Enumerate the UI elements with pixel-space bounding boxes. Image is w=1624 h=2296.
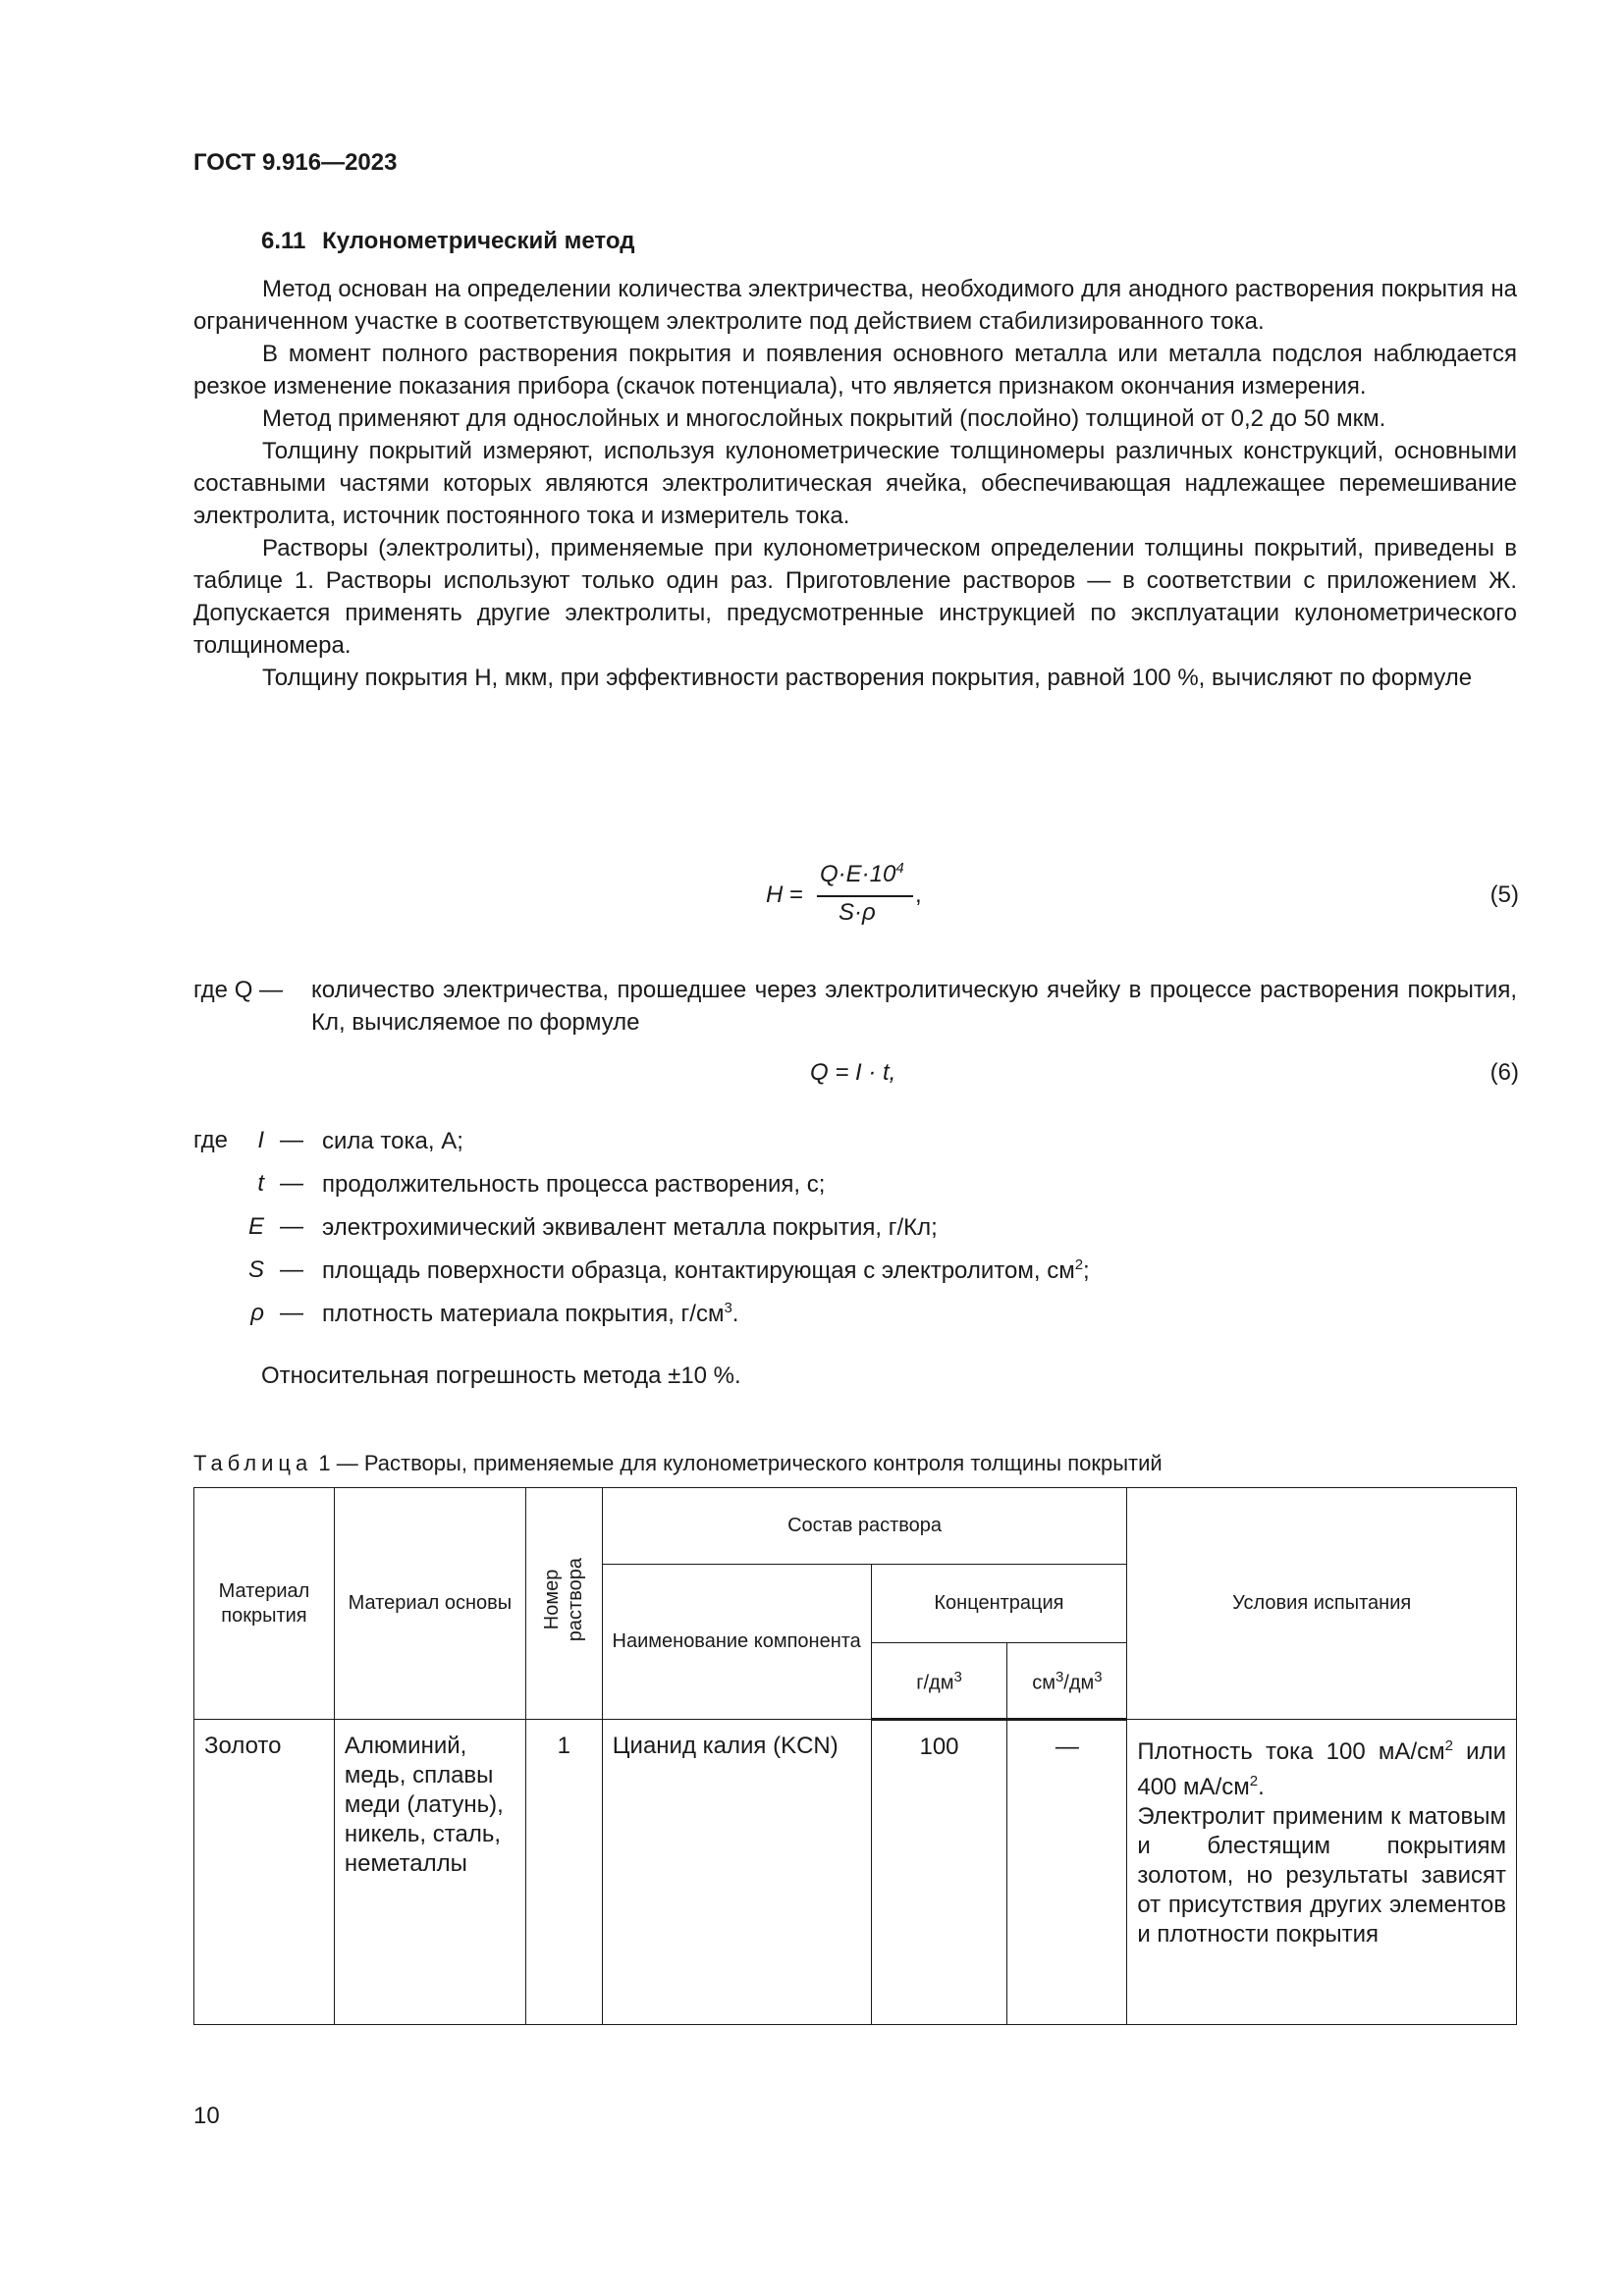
accuracy-statement: Относительная погрешность метода ±10 %. [261,1362,741,1389]
header-coating-material: Материал покрытия [194,1488,335,1720]
cell-base: Алюминий, медь, сплавы меди (латунь), никель, сталь, неметаллы [334,1720,525,2025]
cell-concentration-g: 100 [871,1720,1007,2025]
fraction-bar [817,895,913,897]
cell-coating: Золото [194,1720,335,2025]
equation-number-6: (6) [1489,1059,1519,1086]
paragraph: Толщину покрытия Н, мкм, при эффективности растворения покрытия, равной 100 %, вычисляют по формуле [262,665,1473,691]
header-concentration: Концентрация [871,1565,1127,1643]
paragraph: Толщину покрытий измеряют, используя кулонометрические толщиномеры различных конструкций, основными составными частями которых являются электролитическая ячейка, обеспечивающая надлежащее перемешивание электролита, источник постоянного тока и измеритель тока. [193,438,1517,529]
header-solution-number: Номер раствора [525,1488,602,1720]
formula-denominator: S·ρ [839,899,876,926]
table-row [194,1720,1517,2025]
section-name: Кулонометрический метод [322,228,635,254]
header-base-material: Материал основы [334,1488,525,1720]
document-header: ГОСТ 9.916—2023 [193,149,398,176]
variable-description: площадь поверхности образца, контактирующая с электролитом, $см^2$; [322,1256,1090,1284]
header-solution-composition: Состав раствора [602,1488,1127,1565]
header-unit-cm3-dm3: $см^3/дм^3$ [1007,1643,1127,1720]
paragraph: Метод применяют для однослойных и многослойных покрытий (послойно) толщиной от 0,2 до 50 мкм. [262,405,1386,432]
formula-numerator: $Q\cdot E\cdot 10^4$ [820,860,904,887]
paragraph: Метод основан на определении количества электричества, необходимого для анодного растворения покрытия на ограниченном участке в соответствующем электролите под действием стабилизированного тока. [193,276,1517,335]
variable-symbol: S [247,1256,264,1283]
solutions-table [193,1487,1517,2025]
variable-description: продолжительность процесса растворения, с; [322,1171,826,1198]
table-caption-text: 1 — Растворы, применяемые для кулонометрического контроля толщины покрытий [312,1451,1163,1475]
header-unit-g-dm3: $г/дм^3$ [871,1643,1007,1720]
where-q-definition [193,974,1517,1039]
formula-comma: , [915,881,922,908]
formula-lhs: H [766,881,784,908]
variable-description: плотность материала покрытия, $г/см^3$. [322,1300,739,1327]
formula-equals: = [789,881,804,908]
section-number: 6.11 [261,228,306,254]
cell-conditions: Плотность тока 100 $мА/см^2$ или 400 $мА/см^2$. Электролит применим к матовым и блестящим покрытиям золотом, но результаты зависят от присутствия других элементов и плотности покрытия [1127,1720,1517,2025]
where-q-label: где Q — [193,977,284,1003]
where-q-text: количество электричества, прошедшее через электролитическую ячейку в процессе растворения покрытия, Кл, вычисляемое по формуле [311,977,1517,1036]
table-caption [193,1451,1163,1476]
variable-symbol: I [257,1127,264,1153]
header-component-name: Наименование компонента [602,1565,871,1720]
equation-number-5: (5) [1489,881,1519,908]
cell-component: Цианид калия (KCN) [602,1720,871,2025]
formula-6: Q = I · t, [810,1059,896,1086]
cell-concentration-cm: — [1007,1720,1127,2025]
variable-symbol: E [247,1213,264,1240]
table-caption-word: Таблица [193,1451,313,1475]
variable-description: электрохимический эквивалент металла покрытия, г/Кл; [322,1214,938,1241]
paragraph: В момент полного растворения покрытия и появления основного металла или металла подслоя наблюдается резкое изменение показания прибора (скачок потенциала), что является признаком окончания измерения. [193,341,1517,400]
paragraph: Растворы (электролиты), применяемые при кулонометрическом определении толщины покрытий, приведены в таблице 1. Растворы используют только один раз. Приготовление растворов — в соответствии с приложением Ж. Допускается применять другие электролиты, предусмотренные инструкцией по эксплуатации кулонометрического толщиномера. [193,535,1517,659]
cell-solution-number: 1 [525,1720,602,2025]
variable-symbol: t [257,1170,264,1197]
section-body [193,273,1517,694]
variable-symbol: ρ [250,1300,264,1326]
header-test-conditions: Условия испытания [1127,1488,1517,1720]
formula-5 [766,860,962,929]
variable-description: сила тока, А; [322,1128,463,1154]
section-title [261,228,634,255]
page-number: 10 [193,2103,220,2129]
